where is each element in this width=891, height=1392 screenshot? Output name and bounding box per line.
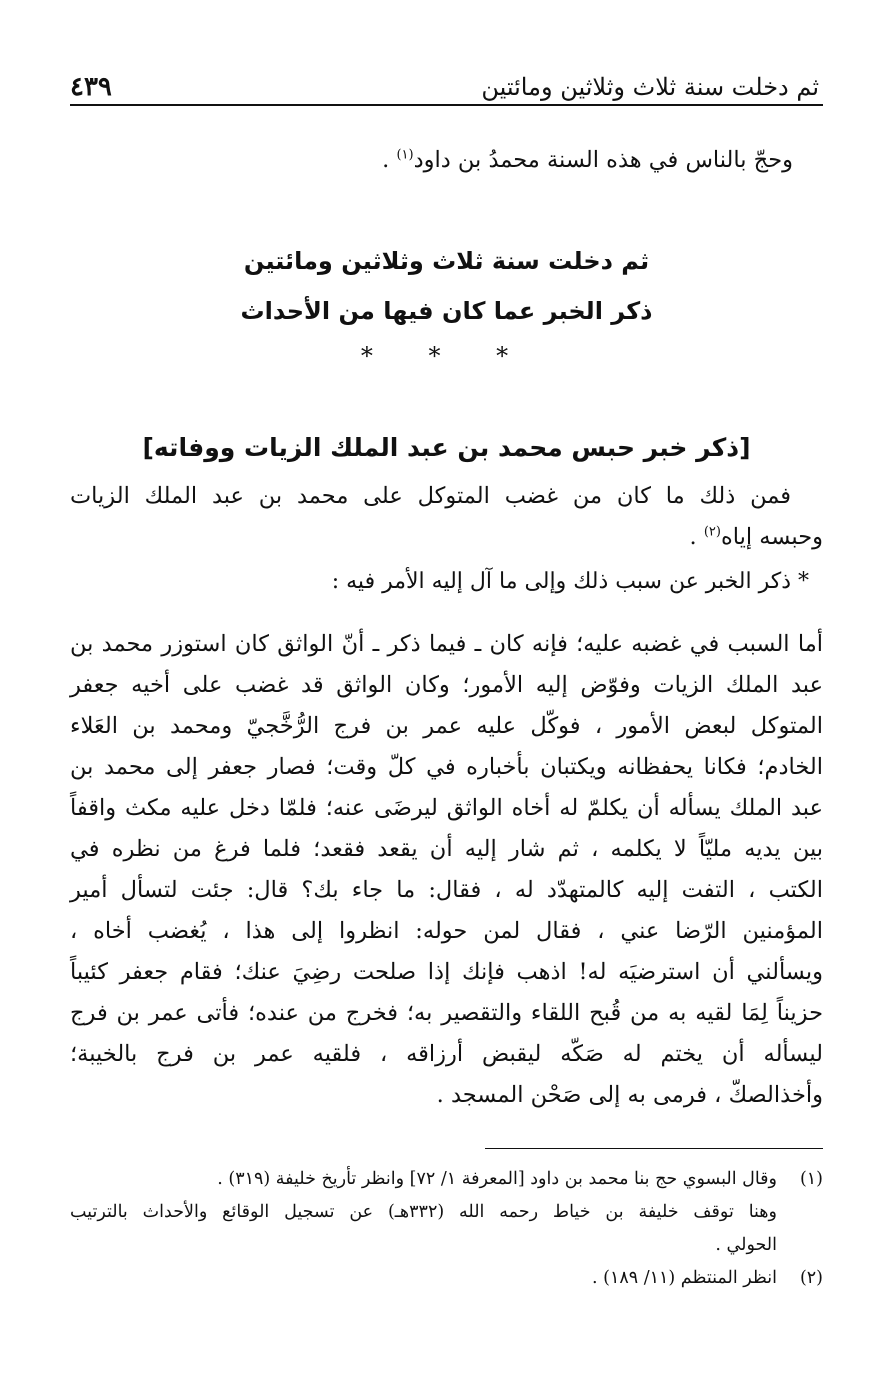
footnote-2-number: (٢) <box>799 1268 823 1288</box>
footnote-ref-2: (٢) <box>703 524 721 540</box>
footnotes <box>70 1163 823 1295</box>
footnote-2-body <box>70 1262 777 1295</box>
footnote-ref-1: (١) <box>396 147 414 163</box>
body-line: وأخذالصكّ ، فرمى به إلى صَحْن المسجد . <box>436 1082 823 1108</box>
intro-line-2 <box>70 517 823 558</box>
footnote-1 <box>70 1163 823 1262</box>
body-line: حزيناً لِمَا لقيه به من قُبح اللقاء والتقصير به؛ فخرج من عنده؛ فأتى عمر بن فرج <box>70 1000 823 1026</box>
body-line: عبد الملك الزيات وفوّض إليه الأمور؛ وكان الواثق قد غضب على أخيه جعفر <box>70 672 823 698</box>
intro-paragraph <box>70 476 823 517</box>
footnote-1-number: (١) <box>799 1169 823 1189</box>
hajj-leader-line <box>70 140 823 181</box>
running-header-title: ثم دخلت سنة ثلاث وثلاثين ومائتين <box>481 73 819 101</box>
footnote-separator <box>485 1148 823 1149</box>
year-headings <box>70 236 823 370</box>
body-line: الخادم؛ فكانا يحفظانه ويكتبان بأخباره في كلّ وقت؛ فصار جعفر إلى محمد بن <box>70 754 823 780</box>
section-title: [ذكر خبر حبس محمد بن عبد الملك الزيات ووفاته] <box>142 433 751 462</box>
footnote-1-body <box>70 1163 777 1262</box>
footnote-1-line: وهنا توقف خليفة بن خياط رحمه الله (٣٣٢هـ) عن تسجيل الوقائع والأحداث بالترتيب <box>70 1202 777 1222</box>
running-header <box>70 60 823 106</box>
body-line: أما السبب في غضبه عليه؛ فإنه كان ـ فيما ذكر ـ أنّ الواثق كان استوزر محمد بن <box>70 631 823 657</box>
footnote-1-line: الحولي . <box>715 1235 777 1255</box>
body-line: ليسأله أن يختم له صَكّه ليقبض أرزاقه ، فلقيه عمر بن فرج بالخيبة؛ <box>70 1041 823 1067</box>
body-line: المتوكل لبعض الأمور ، فوكّل عليه عمر بن فرج الرُّخَّجيّ ومحمد بن العَلاء <box>70 713 823 739</box>
body-line: عبد الملك يسأله أن يكلمّ له أخاه الواثق ليرضَى عنه؛ فلمّا دخل عليه مكث واقفاً <box>70 795 823 821</box>
asterism-divider: * * * <box>360 342 533 370</box>
hajj-end: . <box>382 147 397 173</box>
cause-heading: * ذكر الخبر عن سبب ذلك وإلى ما آل إليه الأمر فيه : <box>331 569 809 594</box>
body-line: المؤمنين الرّضا عني ، فقال لمن حوله: انظروا إلى هذا ، يُغضب أخاه ، <box>70 918 823 944</box>
book-page <box>70 60 823 1295</box>
intro-line-1: فمن ذلك ما كان من غضب المتوكل على محمد بن عبد الملك الزيات <box>70 483 791 509</box>
body-paragraph <box>70 624 823 1116</box>
intro-line-2-end: . <box>689 524 704 550</box>
footnote-1-line: وقال البسوي حج بنا محمد بن داود [المعرفة ١/ ٧٢] وانظر تأريخ خليفة (٣١٩) . <box>217 1169 777 1189</box>
year-heading: ثم دخلت سنة ثلاث وثلاثين ومائتين <box>243 247 650 275</box>
footnote-2-line: انظر المنتظم (١١/ ١٨٩) . <box>591 1268 777 1288</box>
events-heading: ذكر الخبر عما كان فيها من الأحداث <box>240 297 653 325</box>
body-line: بين يديه مليّاً لا يكلمه ، ثم شار إليه أن يقعد فقعد؛ فلما فرغ من نظره في <box>70 836 823 862</box>
page-number: ٤٣٩ <box>70 72 112 102</box>
hajj-text: وحجّ بالناس في هذه السنة محمدُ بن داود <box>413 147 793 173</box>
intro-line-2-text: وحبسه إياه <box>720 524 823 550</box>
footnote-2 <box>70 1262 823 1295</box>
body-line: الكتب ، التفت إليه كالمتهدّد له ، فقال: ما جاء بك؟ قال: جئت لتسأل أمير <box>70 877 823 903</box>
body-line: ويسألني أن استرضيَه له! اذهب فإنك إذا صلحت رضِيَ عنك؛ فقام جعفر كئيباً <box>70 959 823 985</box>
